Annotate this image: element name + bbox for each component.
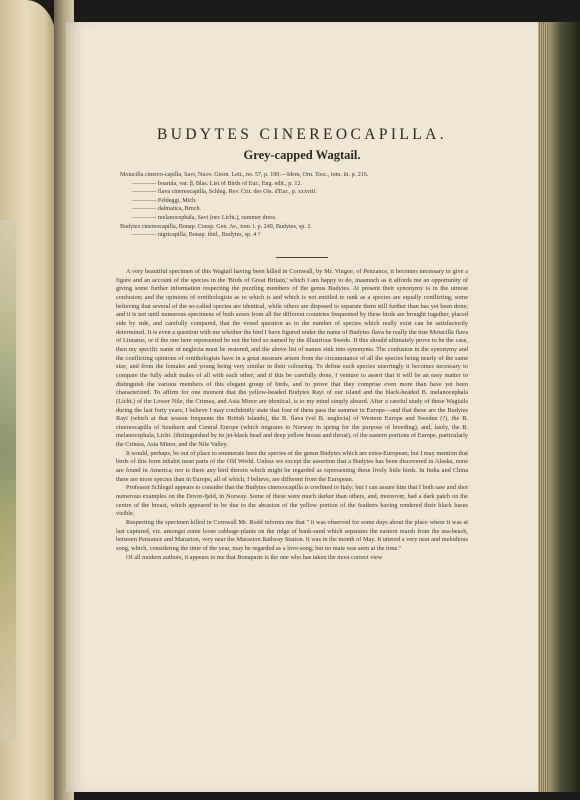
plate-illustration-edge [0,220,16,740]
synonym-line: ———— flava cinereocapilla, Schleg. Rev. Crit. des Ois. d'Eur., p. xxxviii. [132,189,317,196]
body-text [116,268,468,562]
book-cover-edge [548,22,580,792]
section-divider [276,257,328,258]
page-subtitle: Grey-capped Wagtail. [243,148,361,162]
paragraph: Professor Schlegel appears to consider that the Budytes cinereocapilla is confined to Italy; but I can assure him that I both saw and shot numerous examples on the Dovre-fjeld, in Norway. Some of these were much darker than others, and, moreover, had a dark patch on the centre of the breast, which appeared to be due to the abrasion of the yellow portion of the feathers having rendered their black bases visible. [116,484,468,518]
synonym-line: Budytes cinereocapilla, Bonap. Consp. Gen. Av., tom. i. p. 249, Budytes, sp. 2. [120,223,312,230]
paragraph: It would, perhaps, be out of place to enumerate here the species of the genus Budytes which are extra-European; but I may mention that birds of this form inhabit most parts of the Old World. Unless we except the assertion that a Budytes has been discovered in Alaska, none are found in America; nor is there any bird therein which might be regarded as representing these lively little birds. In India and China there are more species than in Europe, all of which, I believe, are different from the European. [116,449,468,483]
paragraph: A very beautiful specimen of this Wagtail having been killed in Cornwall, by Mr. Vingoe, of Penzance, it becomes necessary to give a figure and an account of the species in the 'Birds of Great Britain,' which I am happy to do, inasmuch as it affords me an opportunity of giving some further information respecting the puzzling members of the genus Budytes. At present their synonymy is in the utmost confusion; and the opinions of ornithologists as to which is and which is not entitled to rank as a species are equally conflicting, some believing that several of the so-called species are identical, while others are disposed to separate them still further than has yet been done; and it is not until numerous specimens of both sexes from all the different countries frequented by these birds are brought together, placed side by side, and carefully compared, that the vexed question as to the number of species which really exist can be satisfactorily determined. It is even a question with me whether the bird I have figured under the name of Budytes flava be really the true Motacilla flava of Linnæus, or if the one here represented be not the bird so named by the illustrious Swede. If this should ultimately prove to be the case, then my specific name of neglecta must be restored, and the above list of names sink into synonyms. The confusion in the synonymy and the conflicting opinions of ornithologists have in a great measure arisen from the circumstance of all the species being nearly of the same size, and from the females and young being very similar in their colouring. To define each species unerringly it becomes necessary to compare the fully adult males of all with each other; and if this be carefully done, I venture to assert that it will be an easy matter to distinguish the various members of this elegant group of birds, and to prove that they comprise even more than have yet been characterized. To affirm for one moment that the yellow-headed Budytes Rayi of our island and the black-headed B. melanocephala (Licht.) of the Lower Nile, the Crimea, and Asia Minor are identical, is to my mind simply absurd. After a careful study of these Wagtails during the last forty years, I believe I may confidently state that four of them pass the summer in Europe—and that these are the Budytes Rayi (which at that season frequents the British Islands), the B. flava (vel B. neglecta) of Western Europe and Sweden (?), the B. cinereocapilla of Southern and Central Europe (which migrates to Norway in spring for the purpose of breeding), and, lastly, the B. melanocephala, Licht. (distinguished by its jet-black head and deep yellow breast and throat), of the eastern portions of Europe, particularly the Crimea, Asia Minor, and the Nile Valley. [116,268,468,449]
synonymy-list [120,171,480,240]
synonym-line: Motacilla cinereo-capilla, Savi, Nuov. Giorn. Lett., no. 57, p. 190.—Idem, Orn. Tosc., tom. iii. p. 216. [120,172,369,178]
page-title: BUDYTES CINEREOCAPILLA. [156,126,448,143]
paragraph: Respecting the specimen killed in Cornwall Mr. Rodd informs me that " it was observed for some days about the place where it was at last captured, viz. amongst some loose cabbage-plants on the ridge of bank-sand which separates the eastern marsh from the sea-beach, between Penzance and Marazion, very near the Marazion Railway Station. It was in the month of May. It uttered a very neat and melodious song, which, considering the time of the year, may be regarded as a love-song; but no mate was seen at the time." [116,519,468,552]
synonym-line: ———— boarula, var. β, Blas. List of Birds of Eur., Eng. edit., p. 12. [132,180,302,187]
synonym-line: ———— Feldeggi, Mich. [132,197,197,204]
synonym-line: ———— melanocephala, Savi (nec Licht.), summer dress. [132,214,277,221]
paragraph: Of all modern authors, it appears to me that Bonaparte is the one who has taken the most correct view [126,553,383,561]
synonym-line: ———— dalmatica, Brnch. [132,206,202,213]
synonym-line: ———— nigricapilla, Bonap. ibid., Budytes, sp. 4 ? [132,232,261,239]
